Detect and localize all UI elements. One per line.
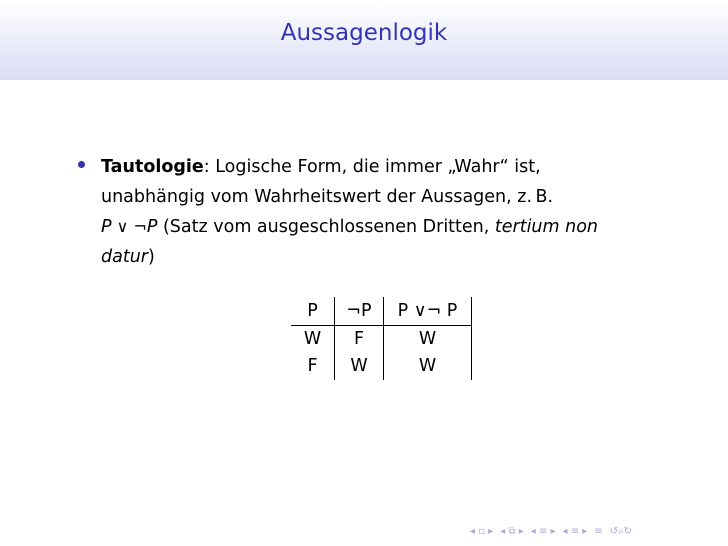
bullet-line-4: [101, 242, 676, 272]
table-cell: W: [384, 326, 472, 354]
definition-line-1: Logische Form, die immer „Wahr“ ist,: [215, 157, 541, 177]
latin-phrase-1: tertium non: [494, 217, 599, 237]
truth-table-header: [291, 297, 472, 326]
nav-subsection-icon[interactable]: ◂ ≡ ▸: [562, 526, 588, 537]
slide-title: Aussagenlogik: [280, 20, 448, 46]
definition-line-2: unabhängig vom Wahrheitswert der Aussagen, z. B.: [101, 187, 554, 207]
truth-table: [291, 297, 472, 380]
bullet-line-3: [101, 212, 676, 242]
formula-p2: P: [146, 217, 158, 237]
search-icon[interactable]: ↺⌕↻: [609, 526, 633, 537]
table-row: [291, 353, 472, 380]
frame-icon[interactable]: ◂ ⧉ ▸: [500, 526, 524, 537]
bullet-line-1: [101, 152, 676, 182]
table-cell: W: [291, 326, 335, 354]
table-cell: W: [384, 353, 472, 380]
header-cell-p-or-not-p: P ∨¬ P: [384, 297, 472, 326]
term-separator: :: [203, 157, 216, 177]
paren-close: ): [147, 247, 155, 267]
term-tautologie: Tautologie: [101, 157, 204, 177]
header-cell-not-p: ¬P: [335, 297, 384, 326]
nav-section-icon[interactable]: ◂ ≡ ▸: [530, 526, 556, 537]
formula-not: ¬: [133, 217, 147, 236]
table-cell: F: [291, 353, 335, 380]
bullet-icon: [78, 161, 85, 168]
beamer-navigation: [470, 525, 632, 539]
paren-text: (Satz vom ausgeschlossenen Dritten,: [157, 217, 495, 237]
bullet-text: [101, 152, 676, 272]
table-row: [291, 326, 472, 354]
formula-p1: P: [101, 217, 112, 237]
align-icon[interactable]: ≡: [594, 526, 603, 537]
table-cell: W: [335, 353, 384, 380]
formula-or: ∨: [111, 217, 134, 236]
header-cell-p: P: [291, 297, 335, 326]
nav-first-icon[interactable]: ◂ ▫ ▸: [470, 526, 494, 537]
latin-phrase-2: datur: [101, 247, 148, 267]
table-cell: F: [335, 326, 384, 354]
